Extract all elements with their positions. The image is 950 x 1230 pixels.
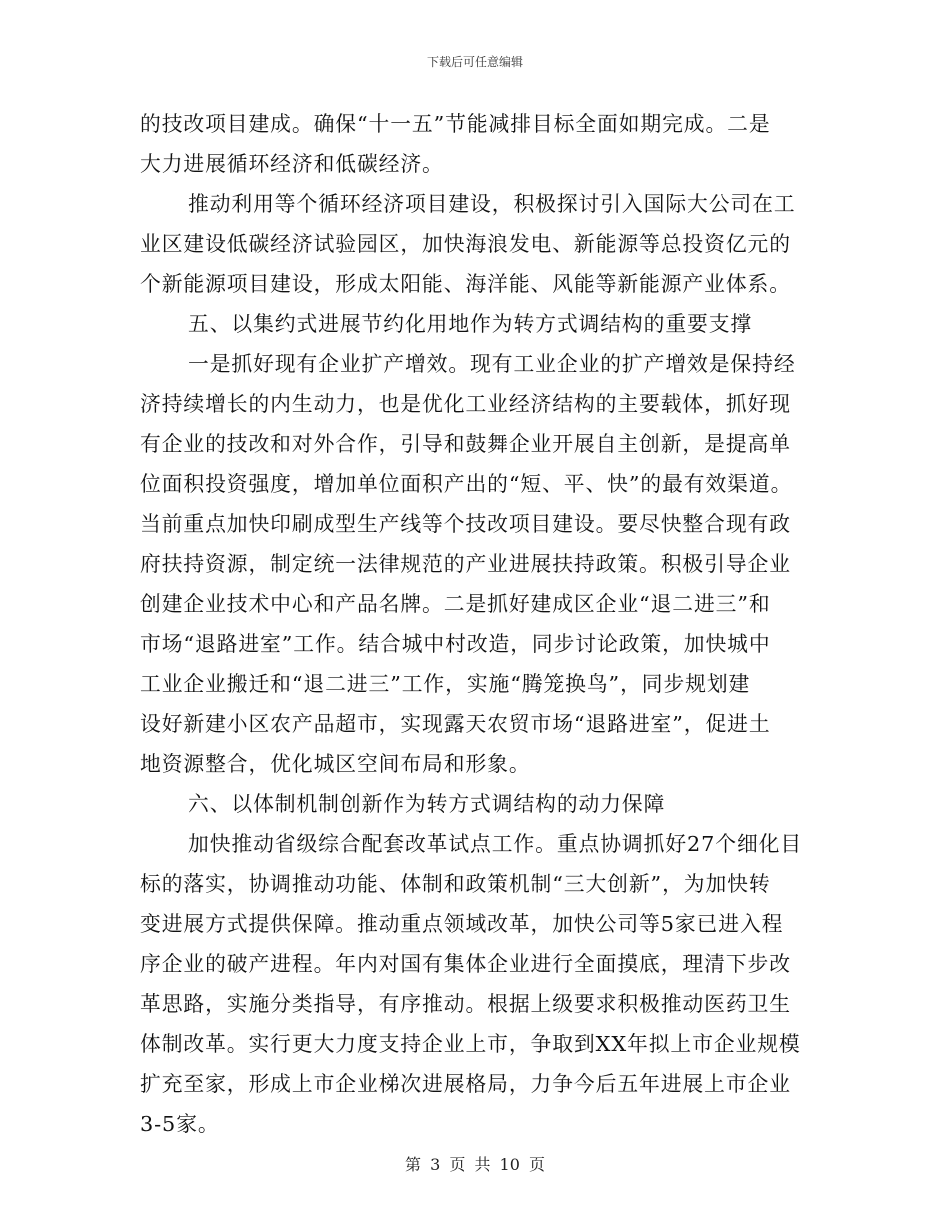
text-line: 扩充至家，形成上市企业梯次进展格局，力争今后五年进展上市企业 [140, 1072, 791, 1096]
page-header: 下载后可任意编辑 [426, 55, 523, 69]
section-heading-5: 五、以集约式进展节约化用地作为转方式调结构的重要支撑 [188, 312, 753, 336]
text-line: 革思路，实施分类指导，有序推动。根据上级要求积极推动医药卫生 [140, 992, 791, 1016]
text-line: 标的落实，协调推动功能、体制和政策机制“三大创新”，为加快转 [140, 872, 771, 896]
paragraph-first-line: 一是抓好现有企业扩产增效。现有工业企业的扩产增效是保持经 [188, 352, 796, 376]
page-footer: 第 3 页 共 10 页 [405, 1155, 545, 1174]
paragraph-first-line: 加快推动省级综合配套改革试点工作。重点协调抓好27个细化目 [188, 832, 803, 856]
text-line: 大力进展循环经济和低碳经济。 [140, 152, 444, 176]
text-line: 有企业的技改和对外合作，引导和鼓舞企业开展自主创新，是提高单 [140, 432, 791, 456]
document-body [140, 104, 805, 1144]
text-line: 的技改项目建成。确保“十一五”节能减排目标全面如期完成。二是 [140, 112, 771, 136]
text-line: 位面积投资强度，增加单位面积产出的“短、平、快”的最有效渠道。 [140, 472, 793, 496]
text-line: 济持续增长的内生动力，也是优化工业经济结构的主要载体，抓好现 [140, 392, 791, 416]
text-line: 当前重点加快印刷成型生产线等个技改项目建设。要尽快整合现有政 [140, 512, 791, 536]
text-line: 府扶持资源，制定统一法律规范的产业进展扶持政策。积极引导企业 [140, 552, 791, 576]
text-line: 创建企业技术中心和产品名牌。二是抓好建成区企业“退二进三”和 [140, 592, 771, 616]
text-line: 体制改革。实行更大力度支持企业上市，争取到XX年拟上市企业规模 [140, 1032, 801, 1056]
section-heading-6: 六、以体制机制创新作为转方式调结构的动力保障 [188, 792, 666, 816]
text-line: 业区建设低碳经济试验园区，加快海浪发电、新能源等总投资亿元的 [140, 232, 791, 256]
text-line: 序企业的破产进程。年内对国有集体企业进行全面摸底，理清下步改 [140, 952, 791, 976]
text-line: 地资源整合，优化城区空间布局和形象。 [140, 752, 531, 776]
text-line: 工业企业搬迁和“退二进三”工作，实施“腾笼换鸟”，同步规划建 [140, 672, 751, 696]
text-line: 3-5家。 [140, 1112, 220, 1136]
text-line: 个新能源项目建设，形成太阳能、海洋能、风能等新能源产业体系。 [140, 272, 791, 296]
paragraph-first-line: 推动利用等个循环经济项目建设，积极探讨引入国际大公司在工 [188, 192, 796, 216]
text-line: 变进展方式提供保障。推动重点领域改革，加快公司等5家已进入程 [140, 912, 784, 936]
text-line: 市场“退路进室”工作。结合城中村改造，同步讨论政策，加快城中 [140, 632, 771, 656]
text-line: 设好新建小区农产品超市，实现露天农贸市场“退路进室”，促进土 [140, 712, 771, 736]
